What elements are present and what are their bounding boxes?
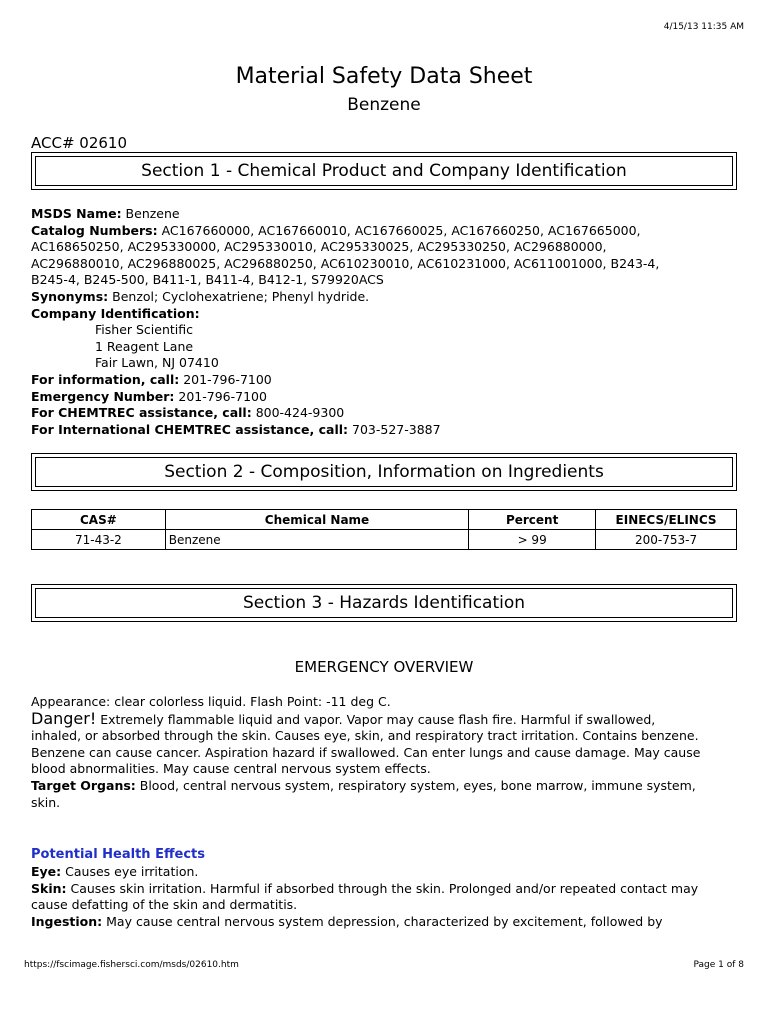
health-effects-content bbox=[31, 864, 741, 930]
info-phone-value: 201-796-7100 bbox=[179, 371, 272, 387]
target-organs-label: Target Organs: bbox=[31, 777, 136, 793]
header-chemical-name: Chemical Name bbox=[165, 510, 468, 530]
section-2-heading: Section 2 - Composition, Information on Ingredients bbox=[35, 457, 733, 487]
info-phone-label: For information, call: bbox=[31, 371, 180, 387]
section-1-heading-box bbox=[31, 152, 737, 190]
cell-einecs: 200-753-7 bbox=[596, 530, 737, 550]
company-address-2: Fair Lawn, NJ 07410 bbox=[95, 355, 219, 371]
table-row bbox=[32, 530, 737, 550]
msds-name-value: Benzene bbox=[121, 206, 180, 221]
company-label: Company Identification: bbox=[31, 305, 200, 321]
chemtrec-row bbox=[31, 405, 741, 422]
chemtrec-label: For CHEMTREC assistance, call: bbox=[31, 405, 252, 421]
catalog-label: Catalog Numbers: bbox=[31, 222, 158, 238]
synonyms-label: Synonyms: bbox=[31, 288, 109, 304]
section-2-heading-box bbox=[31, 453, 737, 491]
msds-name-row bbox=[31, 206, 741, 223]
skin-line-1: Causes skin irritation. Harmful if absorbed through the skin. Prolonged and/or repeated contact may bbox=[66, 880, 699, 896]
chemtrec-value: 800-424-9300 bbox=[251, 405, 345, 421]
target-organs-line-2: skin. bbox=[31, 794, 61, 810]
target-organs-line-1: Blood, central nervous system, respiratory system, eyes, bone marrow, immune system, bbox=[135, 777, 696, 793]
section-1-content bbox=[31, 206, 741, 438]
composition-table bbox=[31, 509, 737, 550]
section-3-heading: Section 3 - Hazards Identification bbox=[35, 588, 733, 618]
eye-label: Eye: bbox=[31, 864, 62, 879]
document-subtitle: Benzene bbox=[347, 95, 421, 115]
section-1-heading: Section 1 - Chemical Product and Company Identification bbox=[35, 156, 733, 186]
print-timestamp: 4/15/13 11:35 AM bbox=[663, 22, 744, 32]
emergency-overview-title: EMERGENCY OVERVIEW bbox=[294, 658, 474, 676]
synonyms-value: Benzol; Cyclohexatriene; Phenyl hydride. bbox=[108, 288, 370, 304]
acc-number: ACC# 02610 bbox=[31, 134, 127, 152]
ingestion-row bbox=[31, 914, 741, 931]
potential-health-effects-heading: Potential Health Effects bbox=[31, 847, 205, 862]
msds-name-label: MSDS Name: bbox=[31, 206, 122, 221]
footer-page-number: Page 1 of 8 bbox=[693, 960, 744, 970]
emergency-phone-label: Emergency Number: bbox=[31, 388, 175, 404]
cell-chemical-name: Benzene bbox=[165, 530, 468, 550]
header-einecs: EINECS/ELINCS bbox=[596, 510, 737, 530]
intl-chemtrec-value: 703-527-3887 bbox=[348, 421, 441, 437]
danger-line-4: blood abnormalities. May cause central nervous system effects. bbox=[31, 761, 431, 777]
info-phone-row bbox=[31, 372, 741, 389]
target-organs-row bbox=[31, 778, 741, 795]
footer-url[interactable]: https://fscimage.fishersci.com/msds/02610.htm bbox=[24, 960, 239, 970]
skin-line-2: cause defatting of the skin and dermatitis. bbox=[31, 897, 298, 913]
danger-line-3: Benzene can cause cancer. Aspiration hazard if swallowed. Can enter lungs and cause damage. May cause bbox=[31, 744, 701, 760]
cell-cas: 71-43-2 bbox=[32, 530, 166, 550]
skin-row bbox=[31, 881, 741, 898]
header-percent: Percent bbox=[469, 510, 596, 530]
intl-chemtrec-label: For International CHEMTREC assistance, call: bbox=[31, 421, 349, 437]
emergency-phone-row bbox=[31, 389, 741, 406]
danger-line-1: Extremely flammable liquid and vapor. Vapor may cause flash fire. Harmful if swallowed, bbox=[96, 711, 656, 727]
eye-row bbox=[31, 864, 741, 881]
header-cas: CAS# bbox=[32, 510, 166, 530]
company-address-1: 1 Reagent Lane bbox=[95, 338, 194, 354]
cell-percent: > 99 bbox=[469, 530, 596, 550]
synonyms-row bbox=[31, 289, 741, 306]
composition-header-row bbox=[32, 510, 737, 530]
company-name: Fisher Scientific bbox=[95, 322, 194, 338]
catalog-line-2: AC168650250, AC295330000, AC295330010, AC295330025, AC295330250, AC296880000, bbox=[31, 239, 607, 255]
danger-line-2: inhaled, or absorbed through the skin. Causes eye, skin, and respiratory tract irritation. Contains benzene. bbox=[31, 728, 699, 744]
appearance-line: Appearance: clear colorless liquid. Flash Point: -11 deg C. bbox=[31, 694, 391, 709]
intl-chemtrec-row bbox=[31, 422, 741, 439]
emergency-overview-content bbox=[31, 694, 741, 811]
catalog-row bbox=[31, 223, 741, 240]
skin-label: Skin: bbox=[31, 880, 67, 896]
danger-signal-word: Danger! bbox=[31, 708, 97, 728]
section-3-heading-box bbox=[31, 584, 737, 622]
company-label-row bbox=[31, 306, 741, 323]
ingestion-value: May cause central nervous system depression, characterized by excitement, followed by bbox=[102, 913, 663, 929]
document-title: Material Safety Data Sheet bbox=[235, 64, 533, 89]
danger-row bbox=[31, 708, 741, 729]
catalog-line-3: AC296880010, AC296880025, AC296880250, AC610230010, AC610231000, AC611001000, B243-4, bbox=[31, 255, 660, 271]
catalog-line-1: AC167660000, AC167660010, AC167660025, AC167660250, AC167665000, bbox=[157, 222, 641, 238]
catalog-line-4: B245-4, B245-500, B411-1, B411-4, B412-1, S79920ACS bbox=[31, 272, 384, 288]
emergency-phone-value: 201-796-7100 bbox=[174, 388, 267, 404]
eye-value: Causes eye irritation. bbox=[61, 864, 199, 879]
ingestion-label: Ingestion: bbox=[31, 913, 103, 929]
